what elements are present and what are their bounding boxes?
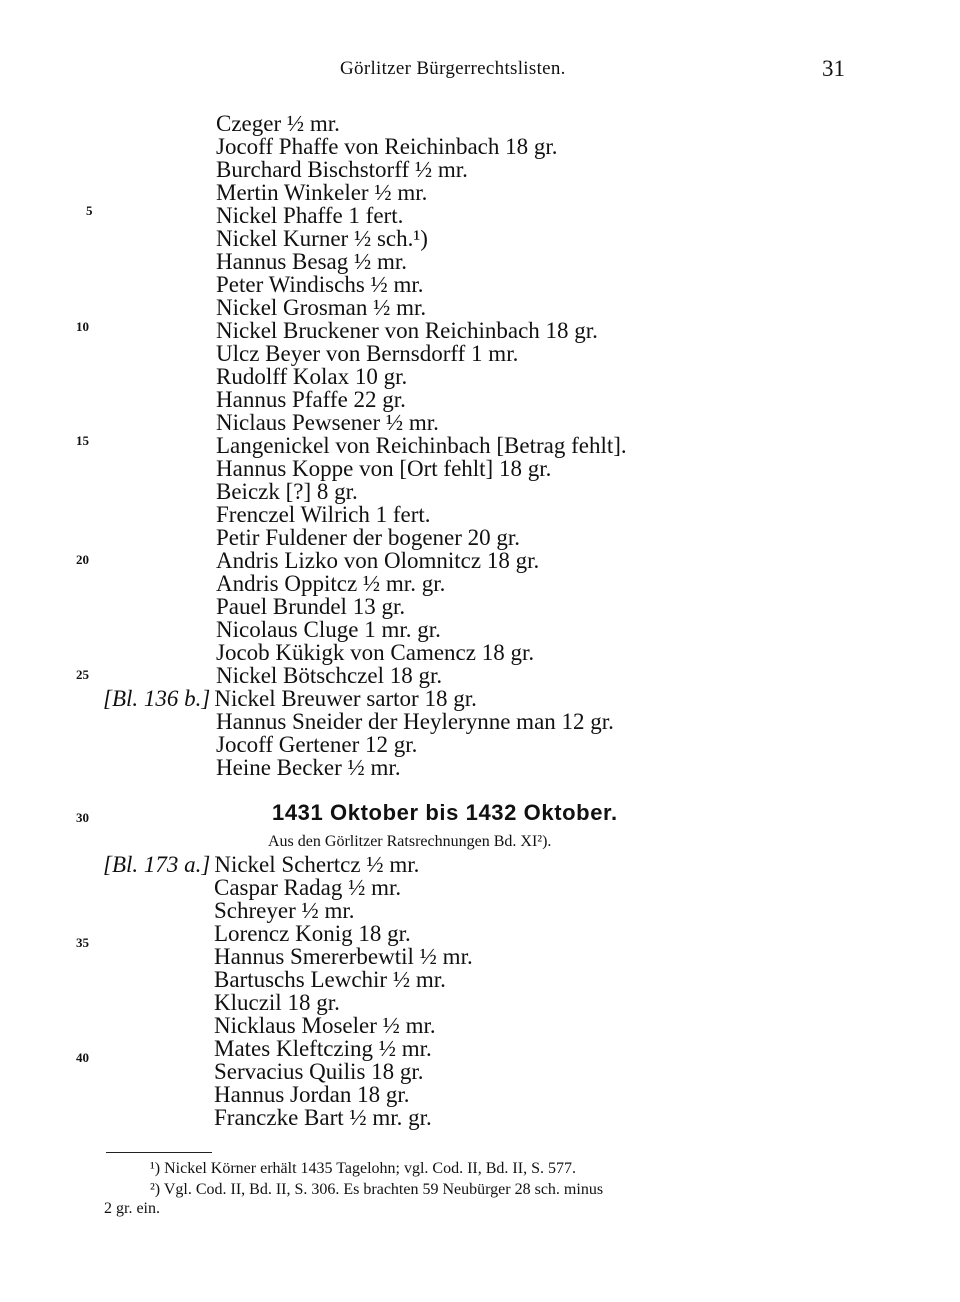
entry-line: Nickel Phaffe 1 fert. (216, 203, 404, 228)
entry-line: Servacius Quilis 18 gr. (214, 1059, 424, 1084)
entry-line-with-marker (103, 853, 419, 876)
entry-line: Ulcz Beyer von Bernsdorff 1 mr. (216, 341, 519, 366)
entry-line: Caspar Radag ½ mr. (214, 875, 402, 900)
section-title: 1431 Oktober bis 1432 Oktober. (272, 800, 618, 825)
entry-line: Nicolaus Cluge 1 mr. gr. (216, 617, 441, 642)
line-number: 30 (76, 810, 89, 825)
entry-text: Nickel Schertcz ½ mr. (214, 852, 420, 877)
line-number: 5 (86, 203, 93, 218)
entry-line: Mertin Winkeler ½ mr. (216, 180, 428, 205)
entry-line: Jocoff Phaffe von Reichinbach 18 gr. (216, 134, 558, 159)
entry-line: Niclaus Pewsener ½ mr. (216, 410, 439, 435)
entry-line: Petir Fuldener der bogener 20 gr. (216, 525, 521, 550)
line-number: 35 (76, 935, 89, 950)
entry-line: Jocob Kükigk von Camencz 18 gr. (216, 640, 535, 665)
entry-line: Rudolff Kolax 10 gr. (216, 364, 408, 389)
entry-line: Hannus Besag ½ mr. (216, 249, 408, 274)
line-number: 15 (76, 433, 89, 448)
entry-text: Nickel Breuwer sartor 18 gr. (214, 686, 477, 711)
entry-line: Andris Oppitcz ½ mr. gr. (216, 571, 446, 596)
page-number: 31 (822, 56, 845, 81)
entry-line: Czeger ½ mr. (216, 111, 340, 136)
section-subtitle: Aus den Görlitzer Ratsrechnungen Bd. XI²). (268, 833, 552, 850)
entry-line: Peter Windischs ½ mr. (216, 272, 424, 297)
entry-line: Schreyer ½ mr. (214, 898, 355, 923)
entry-line: Burchard Bischstorff ½ mr. (216, 157, 468, 182)
running-title: Görlitzer Bürgerrechtslisten. (340, 58, 566, 79)
entry-line: Langenickel von Reichinbach [Betrag fehlt]. (216, 433, 627, 458)
entry-line: Pauel Brundel 13 gr. (216, 594, 406, 619)
entry-line: Nickel Bruckener von Reichinbach 18 gr. (216, 318, 598, 343)
entry-line: Mates Kleftczing ½ mr. (214, 1036, 432, 1061)
entry-line: Andris Lizko von Olomnitcz 18 gr. (216, 548, 540, 573)
footnote-rule (106, 1152, 212, 1153)
entry-line-with-marker (103, 687, 477, 710)
footnote-2-continued: 2 gr. ein. (104, 1200, 160, 1217)
entry-line: Nickel Grosman ½ mr. (216, 295, 427, 320)
line-number: 20 (76, 552, 89, 567)
entry-line: Nickel Bötschczel 18 gr. (216, 663, 443, 688)
entry-line: Kluczil 18 gr. (214, 990, 340, 1015)
entry-line: Lorencz Konig 18 gr. (214, 921, 411, 946)
entry-line: Hannus Koppe von [Ort fehlt] 18 gr. (216, 456, 552, 481)
entry-line: Hannus Smererbewtil ½ mr. (214, 944, 473, 969)
entry-line: Nicklaus Moseler ½ mr. (214, 1013, 436, 1038)
line-number: 40 (76, 1050, 89, 1065)
folio-marker: [Bl. 173 a.] (103, 852, 211, 877)
entry-line: Beiczk [?] 8 gr. (216, 479, 358, 504)
line-number: 25 (76, 667, 89, 682)
line-number: 10 (76, 319, 89, 334)
entry-line: Franczke Bart ½ mr. gr. (214, 1105, 432, 1130)
entry-line: Hannus Pfaffe 22 gr. (216, 387, 406, 412)
page-header (0, 58, 960, 88)
entry-line: Frenczel Wilrich 1 fert. (216, 502, 431, 527)
entry-line: Nickel Kurner ½ sch.¹) (216, 226, 428, 251)
folio-marker: [Bl. 136 b.] (103, 686, 211, 711)
entry-line: Hannus Jordan 18 gr. (214, 1082, 410, 1107)
footnote-1: ¹) Nickel Körner erhält 1435 Tagelohn; vgl. Cod. II, Bd. II, S. 577. (150, 1160, 576, 1177)
entry-line: Hannus Sneider der Heylerynne man 12 gr. (216, 709, 614, 734)
entry-line: Bartuschs Lewchir ½ mr. (214, 967, 446, 992)
footnote-2: ²) Vgl. Cod. II, Bd. II, S. 306. Es brachten 59 Neubürger 28 sch. minus (150, 1181, 604, 1198)
entry-line: Jocoff Gertener 12 gr. (216, 732, 418, 757)
entry-line: Heine Becker ½ mr. (216, 755, 401, 780)
